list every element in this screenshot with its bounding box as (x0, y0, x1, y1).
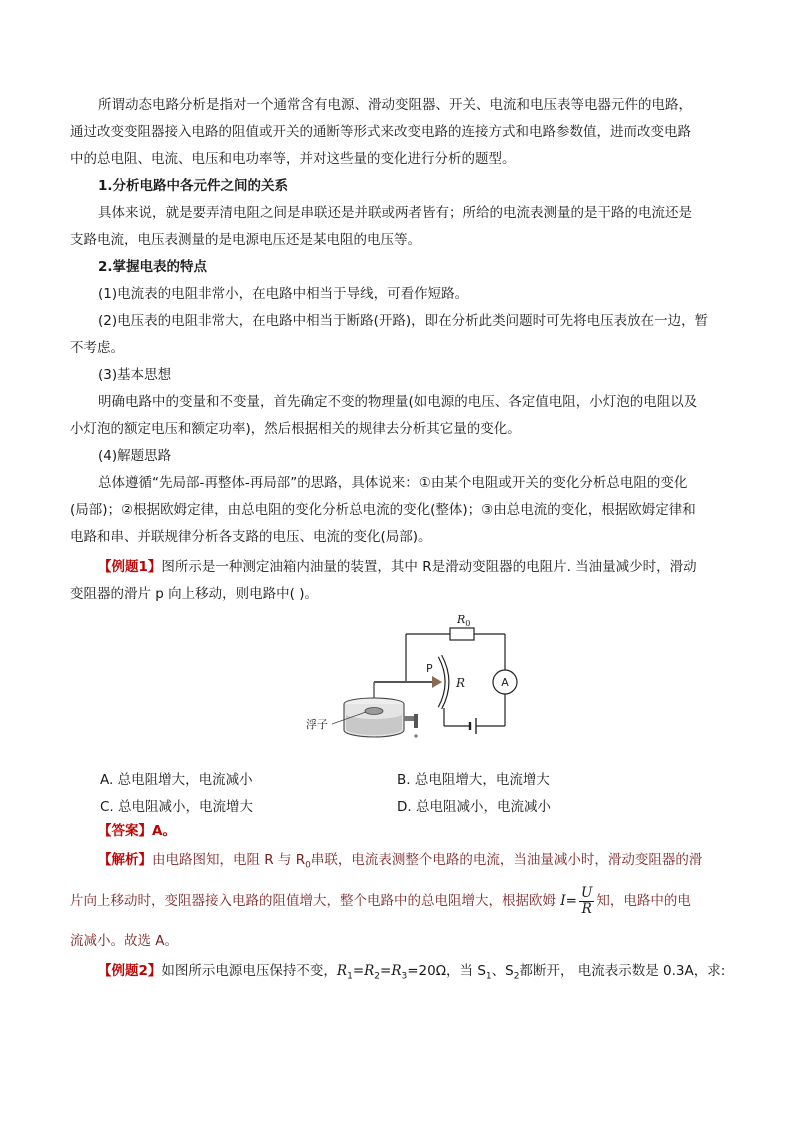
oil-gauge-circuit-figure (300, 612, 530, 752)
answer-tag: 【答案】 (98, 823, 152, 839)
formula-lhs: I (560, 893, 566, 909)
float-label: 浮子 (306, 718, 328, 731)
section-2-item-4-line-1: 总体遵循“先局部-再整体-再局部”的思路，具体说来：①由某个电阻或开关的变化分析总电阻的变化 (98, 475, 688, 491)
section-2-heading: 2.掌握电表的特点 (98, 259, 208, 275)
example-2-question: 【例题2】如图所示电源电压保持不变，$R_1=R_2=R_3=20\Omega$，当 $S_1$、$S_2$都断开， 电流表示数是 0.3A，求: (98, 963, 726, 982)
section-2-item-3-line-2: 小灯泡的额定电压和额定功率)，然后根据相关的规律去分析其它量的变化。 (70, 421, 521, 437)
section-2-item-4-line-2: (局部)；②根据欧姆定律，由总电阻的变化分析总电流的变化(整体)；③由总电流的变化，根据欧姆定律和 (70, 502, 696, 518)
example-1-text: 图所示是一种测定油箱内油量的装置，其中 R是滑动变阻器的电阻片. 当油量减少时，滑动 (161, 559, 697, 575)
intro-line-1: 所谓动态电路分析是指对一个通常含有电源、滑动变阻器、开关、电流和电压表等电器元件的电路， (98, 97, 692, 113)
rheostat-label: R (456, 676, 466, 690)
analysis-line-3: 流减小。故选 A。 (70, 933, 179, 949)
analysis-line-1: 【解析】由电路图知，电阻 R 与 $R_0$串联，电流表测整个电路的电流，当油量减小时，滑动变阻器的滑 (98, 852, 703, 871)
option-a[interactable]: A. 总电阻增大，电流减小 (100, 772, 253, 788)
option-d[interactable]: D. 总电阻减小，电流减小 (397, 799, 551, 815)
intro-line-3: 中的总电阻、电流、电压和电功率等，并对这些量的变化进行分析的题型。 (70, 151, 516, 167)
section-1-line-1: 具体来说，就是要弄清电阻之间是串联还是并联或两者皆有；所给的电流表测量的是干路的电流还是 (98, 205, 692, 221)
example-1-question-line-2: 变阻器的滑片 p 向上移动，则电路中( )。 (70, 586, 318, 602)
ohms-law-fraction: $\frac{U}{R}$ (580, 884, 593, 917)
section-1-line-2: 支路电流，电压表测量的是电源电压还是某电阻的电压等。 (70, 232, 421, 248)
section-2-item-2-line-2: 不考虑。 (70, 340, 124, 356)
example-1-tag: 【例题1】 (98, 559, 162, 575)
tap-pipe (404, 716, 414, 721)
r0-label: $R_0$ (457, 613, 471, 628)
section-2-item-2-line-1: (2)电压表的电阻非常大，在电路中相当于断路(开路)，即在分析此类问题时可先将电压表放在一边，暂 (98, 313, 709, 329)
slider-pointer (432, 676, 442, 688)
formula-equals: = (565, 893, 577, 909)
oil-drop (414, 734, 417, 737)
option-c[interactable]: C. 总电阻减小，电流增大 (100, 799, 254, 815)
example-2-tag: 【例题2】 (98, 963, 162, 979)
analysis-tag: 【解析】 (98, 852, 152, 868)
section-2-item-3: (3)基本思想 (98, 367, 172, 383)
analysis-line-2: 片向上移动时，变阻器接入电路的阻值增大，整个电路中的总电阻增大，根据欧姆 I= $\frac{U}{R}$ 知，电路中的电 (70, 884, 691, 917)
resistor-r0 (450, 628, 474, 640)
slider-p-label: P (426, 662, 433, 675)
section-2-item-1: (1)电流表的电阻非常小，在电路中相当于导线，可看作短路。 (98, 286, 469, 302)
example-1-question-line-1 (70, 554, 724, 581)
tap-valve (414, 714, 418, 728)
section-2-item-3-line-1: 明确电路中的变量和不变量，首先确定不变的物理量(如电源的电压、各定值电阻，小灯泡的电阻以及 (98, 394, 698, 410)
float (365, 708, 383, 715)
intro-line-2: 通过改变变阻器接入电路的阻值或开关的通断等形式来改变电路的连接方式和电路参数值，进而改变电路 (70, 124, 691, 140)
section-1-heading: 1.分析电路中各元件之间的关系 (98, 178, 289, 194)
option-b[interactable]: B. 总电阻增大，电流增大 (397, 772, 550, 788)
answer-value: A。 (152, 823, 176, 839)
section-2-item-4: (4)解题思路 (98, 448, 172, 464)
ammeter-label: A (501, 676, 509, 689)
answer-line (70, 818, 724, 845)
section-2-item-4-line-3: 电路和串、并联规律分析各支路的电压、电流的变化(局部)。 (70, 529, 432, 545)
